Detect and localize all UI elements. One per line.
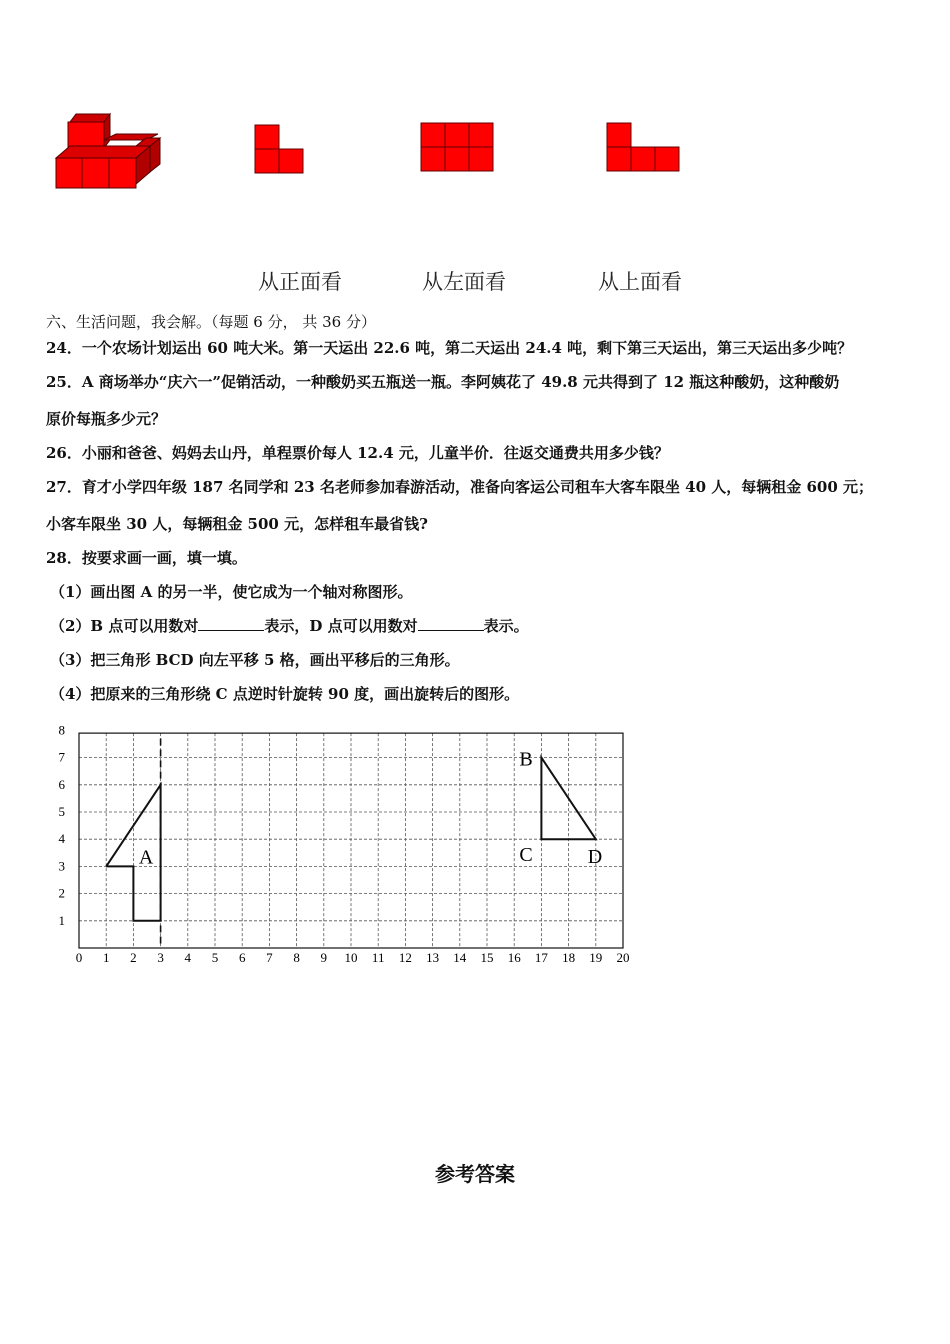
x-tick-label: 13 [426,950,440,965]
problem-28-part3: （3）把三角形 BCD 向左平移 5 格，画出平移后的三角形。 [50,651,460,669]
part2-text-b: 表示，D 点可以用数对 [264,617,418,635]
x-tick-label: 10 [344,950,358,965]
x-tick-label: 11 [371,950,385,965]
x-tick-label: 9 [320,950,328,965]
x-tick-label: 3 [157,950,164,965]
x-tick-label: 20 [616,950,630,965]
x-tick-label: 5 [211,950,219,965]
x-tick-label: 1 [102,950,110,965]
y-tick-label: 2 [58,885,65,901]
part2-text-c: 表示。 [483,617,529,635]
shape-a-label: A [138,846,154,869]
point-c-label: C [519,844,533,867]
answer-title: 参考答案 [435,1162,515,1186]
y-tick-label: 7 [58,749,65,765]
problem-25-line2: 原价每瓶多少元？ [46,410,167,428]
front-view-shape [254,124,314,184]
y-tick-label: 4 [58,831,65,847]
top-view-shape [606,122,686,182]
x-tick-label: 18 [562,950,576,965]
problem-26: 26．小丽和爸爸、妈妈去山丹，单程票价每人 12.4 元，儿童半价．往返交通费共用多少钱？ [46,444,669,462]
x-tick-label: 8 [293,950,300,965]
point-d-label: D [587,846,603,869]
part2-text-a: （2）B 点可以用数对 [50,617,199,635]
x-tick-label: 4 [184,950,192,965]
front-view-label: 从正面看 [258,270,342,294]
left-view-label: 从左面看 [422,270,506,294]
y-tick-label: 8 [58,722,65,738]
d-point-blank[interactable] [418,616,484,631]
x-tick-label: 14 [453,950,467,965]
x-tick-label: 6 [238,950,246,965]
x-tick-label: 12 [398,950,412,965]
problem-28-part2 [50,615,529,636]
coordinate-grid [40,715,680,975]
section-heading: 六、生活问题，我会解。（每题 6 分， 共 36 分） [46,313,376,331]
x-tick-label: 15 [480,950,494,965]
x-tick-label: 19 [589,950,603,965]
x-tick-label: 7 [266,950,273,965]
y-tick-label: 5 [58,804,65,819]
y-tick-label: 6 [58,776,65,792]
y-tick-label: 3 [58,858,65,874]
x-tick-label: 16 [507,950,521,965]
problem-28: 28．按要求画一画，填一填。 [46,549,247,567]
cube-solid-figure [54,110,184,200]
problem-28-part4: （4）把原来的三角形绕 C 点逆时针旋转 90 度，画出旋转后的图形。 [50,685,520,703]
x-tick-label: 2 [130,950,137,965]
b-point-blank[interactable] [198,616,264,631]
top-view-label: 从上面看 [598,270,682,294]
problem-27-line2: 小客车限坐 30 人，每辆租金 500 元，怎样租车最省钱? [46,515,428,533]
x-tick-label: 17 [534,950,548,965]
problem-28-part1: （1）画出图 A 的另一半，使它成为一个轴对称图形。 [50,583,413,601]
left-view-shape [420,122,500,182]
y-tick-label: 1 [58,912,65,928]
point-b-label: B [519,748,533,771]
problem-25-line1: 25．A 商场举办“庆六一”促销活动，一种酸奶买五瓶送一瓶。李阿姨花了 49.8 元共得到了 12 瓶这种酸奶，这种酸奶 [46,373,840,391]
x-tick-label: 0 [75,950,83,965]
problem-27-line1: 27．育才小学四年级 187 名同学和 23 名老师参加春游活动，准备向客运公司租车大客车限坐 40 人，每辆租金 600 元； [46,478,874,496]
problem-24: 24．一个农场计划运出 60 吨大米。第一天运出 22.6 吨，第二天运出 24.4 吨，剩下第三天运出，第三天运出多少吨？ [46,339,853,357]
